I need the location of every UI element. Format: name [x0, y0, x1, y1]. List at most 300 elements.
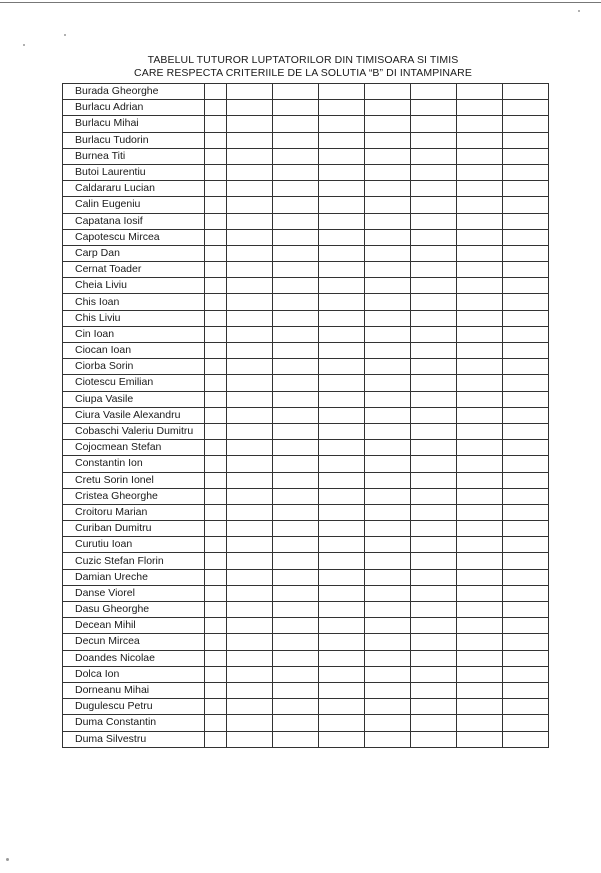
blank-cell	[503, 423, 549, 439]
blank-cell	[457, 116, 503, 132]
blank-cell	[503, 488, 549, 504]
blank-cell	[365, 537, 411, 553]
table-row	[63, 164, 549, 180]
blank-cell	[457, 229, 503, 245]
table-row	[63, 472, 549, 488]
table-row	[63, 245, 549, 261]
table-row	[63, 666, 549, 682]
fighter-name-cell: Burnea Titi	[63, 148, 205, 164]
table-row	[63, 132, 549, 148]
blank-cell	[411, 521, 457, 537]
table-row	[63, 262, 549, 278]
blank-cell	[411, 343, 457, 359]
blank-cell	[319, 294, 365, 310]
blank-cell	[227, 343, 273, 359]
scan-speck	[23, 44, 25, 46]
blank-cell	[227, 359, 273, 375]
blank-cell	[457, 132, 503, 148]
blank-cell	[503, 585, 549, 601]
blank-cell	[227, 229, 273, 245]
blank-cell	[205, 278, 227, 294]
fighter-name-cell: Decean Mihil	[63, 618, 205, 634]
blank-cell	[503, 537, 549, 553]
blank-cell	[273, 294, 319, 310]
blank-cell	[365, 84, 411, 100]
fighter-name-cell: Cernat Toader	[63, 262, 205, 278]
blank-cell	[227, 164, 273, 180]
blank-cell	[365, 229, 411, 245]
blank-cell	[365, 456, 411, 472]
blank-cell	[227, 602, 273, 618]
blank-cell	[227, 472, 273, 488]
blank-cell	[205, 84, 227, 100]
blank-cell	[503, 148, 549, 164]
blank-cell	[503, 472, 549, 488]
blank-cell	[411, 699, 457, 715]
document-title-line-1: TABELUL TUTUROR LUPTATORILOR DIN TIMISOARA SI TIMIS	[147, 54, 459, 66]
blank-cell	[227, 326, 273, 342]
blank-cell	[227, 553, 273, 569]
fighter-name-cell: Cojocmean Stefan	[63, 440, 205, 456]
blank-cell	[365, 213, 411, 229]
blank-cell	[365, 602, 411, 618]
fighter-name-cell: Cheia Liviu	[63, 278, 205, 294]
table-row	[63, 650, 549, 666]
blank-cell	[365, 553, 411, 569]
fighter-name-cell: Doandes Nicolae	[63, 650, 205, 666]
blank-cell	[319, 521, 365, 537]
blank-cell	[319, 585, 365, 601]
scan-speck	[578, 10, 580, 12]
fighter-name-cell: Cobaschi Valeriu Dumitru	[63, 423, 205, 439]
fighter-name-cell: Burada Gheorghe	[63, 84, 205, 100]
blank-cell	[273, 634, 319, 650]
blank-cell	[457, 488, 503, 504]
blank-cell	[319, 682, 365, 698]
blank-cell	[503, 294, 549, 310]
blank-cell	[411, 326, 457, 342]
blank-cell	[205, 537, 227, 553]
blank-cell	[205, 116, 227, 132]
blank-cell	[205, 440, 227, 456]
blank-cell	[503, 245, 549, 261]
blank-cell	[411, 666, 457, 682]
blank-cell	[273, 456, 319, 472]
blank-cell	[319, 699, 365, 715]
blank-cell	[365, 634, 411, 650]
table-row	[63, 181, 549, 197]
blank-cell	[205, 213, 227, 229]
blank-cell	[205, 132, 227, 148]
blank-cell	[205, 148, 227, 164]
blank-cell	[457, 682, 503, 698]
blank-cell	[319, 343, 365, 359]
blank-cell	[411, 456, 457, 472]
blank-cell	[411, 488, 457, 504]
blank-cell	[273, 148, 319, 164]
blank-cell	[319, 472, 365, 488]
blank-cell	[319, 537, 365, 553]
blank-cell	[227, 569, 273, 585]
blank-cell	[273, 84, 319, 100]
blank-cell	[411, 132, 457, 148]
blank-cell	[205, 181, 227, 197]
table-row	[63, 488, 549, 504]
blank-cell	[457, 731, 503, 747]
blank-cell	[457, 391, 503, 407]
fighter-name-cell: Carp Dan	[63, 245, 205, 261]
blank-cell	[319, 100, 365, 116]
table-row	[63, 423, 549, 439]
blank-cell	[457, 634, 503, 650]
blank-cell	[411, 472, 457, 488]
blank-cell	[411, 100, 457, 116]
blank-cell	[319, 148, 365, 164]
blank-cell	[227, 715, 273, 731]
table-row	[63, 634, 549, 650]
blank-cell	[227, 537, 273, 553]
blank-cell	[227, 100, 273, 116]
table-row	[63, 504, 549, 520]
blank-cell	[227, 262, 273, 278]
blank-cell	[411, 569, 457, 585]
blank-cell	[273, 310, 319, 326]
fighter-name-cell: Ciocan Ioan	[63, 343, 205, 359]
blank-cell	[205, 715, 227, 731]
fighter-name-cell: Curutiu Ioan	[63, 537, 205, 553]
fighter-name-cell: Danse Viorel	[63, 585, 205, 601]
blank-cell	[457, 456, 503, 472]
blank-cell	[457, 585, 503, 601]
table-row	[63, 359, 549, 375]
blank-cell	[227, 181, 273, 197]
blank-cell	[205, 521, 227, 537]
blank-cell	[365, 245, 411, 261]
blank-cell	[205, 359, 227, 375]
blank-cell	[365, 197, 411, 213]
blank-cell	[205, 504, 227, 520]
blank-cell	[227, 84, 273, 100]
blank-cell	[227, 682, 273, 698]
scan-edge-line	[0, 2, 601, 3]
fighter-name-cell: Cristea Gheorghe	[63, 488, 205, 504]
blank-cell	[319, 164, 365, 180]
blank-cell	[205, 456, 227, 472]
blank-cell	[227, 440, 273, 456]
blank-cell	[411, 310, 457, 326]
blank-cell	[457, 375, 503, 391]
table-row	[63, 116, 549, 132]
blank-cell	[503, 132, 549, 148]
fighter-name-cell: Butoi Laurentiu	[63, 164, 205, 180]
blank-cell	[457, 84, 503, 100]
blank-cell	[205, 375, 227, 391]
blank-cell	[457, 245, 503, 261]
blank-cell	[319, 375, 365, 391]
blank-cell	[319, 391, 365, 407]
blank-cell	[457, 715, 503, 731]
blank-cell	[205, 602, 227, 618]
blank-cell	[503, 602, 549, 618]
blank-cell	[227, 197, 273, 213]
blank-cell	[411, 618, 457, 634]
blank-cell	[319, 197, 365, 213]
blank-cell	[457, 602, 503, 618]
document-title-line-2: CARE RESPECTA CRITERIILE DE LA SOLUTIA “B” DI INTAMPINARE	[134, 67, 472, 79]
blank-cell	[365, 148, 411, 164]
blank-cell	[503, 181, 549, 197]
blank-cell	[319, 262, 365, 278]
blank-cell	[205, 164, 227, 180]
blank-cell	[319, 326, 365, 342]
blank-cell	[457, 472, 503, 488]
blank-cell	[205, 731, 227, 747]
blank-cell	[205, 229, 227, 245]
scan-speck	[64, 34, 66, 36]
blank-cell	[273, 585, 319, 601]
blank-cell	[273, 278, 319, 294]
blank-cell	[273, 245, 319, 261]
blank-cell	[227, 650, 273, 666]
blank-cell	[205, 472, 227, 488]
blank-cell	[319, 423, 365, 439]
table-row	[63, 84, 549, 100]
blank-cell	[365, 715, 411, 731]
table-row	[63, 715, 549, 731]
blank-cell	[503, 553, 549, 569]
blank-cell	[227, 407, 273, 423]
blank-cell	[205, 100, 227, 116]
blank-cell	[319, 504, 365, 520]
blank-cell	[205, 634, 227, 650]
blank-cell	[365, 116, 411, 132]
blank-cell	[319, 407, 365, 423]
blank-cell	[227, 294, 273, 310]
blank-cell	[319, 731, 365, 747]
fighter-name-cell: Dugulescu Petru	[63, 699, 205, 715]
blank-cell	[365, 488, 411, 504]
fighter-name-cell: Ciorba Sorin	[63, 359, 205, 375]
blank-cell	[273, 602, 319, 618]
blank-cell	[205, 618, 227, 634]
blank-cell	[457, 504, 503, 520]
blank-cell	[503, 197, 549, 213]
blank-cell	[273, 666, 319, 682]
blank-cell	[205, 569, 227, 585]
blank-cell	[227, 618, 273, 634]
blank-cell	[319, 245, 365, 261]
blank-cell	[319, 116, 365, 132]
blank-cell	[457, 359, 503, 375]
blank-cell	[227, 375, 273, 391]
blank-cell	[503, 666, 549, 682]
blank-cell	[273, 472, 319, 488]
blank-cell	[205, 682, 227, 698]
table-row	[63, 521, 549, 537]
blank-cell	[319, 456, 365, 472]
blank-cell	[365, 278, 411, 294]
blank-cell	[503, 618, 549, 634]
fighter-name-cell: Curiban Dumitru	[63, 521, 205, 537]
blank-cell	[319, 310, 365, 326]
table-row	[63, 602, 549, 618]
blank-cell	[227, 456, 273, 472]
blank-cell	[205, 585, 227, 601]
blank-cell	[365, 262, 411, 278]
blank-cell	[365, 132, 411, 148]
blank-cell	[365, 650, 411, 666]
table-row	[63, 375, 549, 391]
blank-cell	[503, 100, 549, 116]
blank-cell	[227, 634, 273, 650]
blank-cell	[205, 407, 227, 423]
fighter-name-cell: Ciotescu Emilian	[63, 375, 205, 391]
blank-cell	[319, 229, 365, 245]
blank-cell	[273, 181, 319, 197]
blank-cell	[457, 553, 503, 569]
blank-cell	[205, 245, 227, 261]
blank-cell	[273, 326, 319, 342]
table-row	[63, 699, 549, 715]
blank-cell	[503, 650, 549, 666]
blank-cell	[503, 504, 549, 520]
fighter-name-cell: Calin Eugeniu	[63, 197, 205, 213]
blank-cell	[273, 100, 319, 116]
blank-cell	[365, 407, 411, 423]
blank-cell	[205, 650, 227, 666]
table-row	[63, 326, 549, 342]
blank-cell	[205, 391, 227, 407]
blank-cell	[457, 197, 503, 213]
fighter-name-cell: Dolca Ion	[63, 666, 205, 682]
blank-cell	[457, 407, 503, 423]
fighter-name-cell: Croitoru Marian	[63, 504, 205, 520]
blank-cell	[319, 359, 365, 375]
blank-cell	[365, 326, 411, 342]
blank-cell	[227, 521, 273, 537]
blank-cell	[411, 148, 457, 164]
table-row	[63, 148, 549, 164]
blank-cell	[503, 116, 549, 132]
table-row	[63, 343, 549, 359]
table-row	[63, 197, 549, 213]
blank-cell	[457, 521, 503, 537]
blank-cell	[411, 391, 457, 407]
blank-cell	[411, 634, 457, 650]
table-row	[63, 407, 549, 423]
blank-cell	[227, 213, 273, 229]
blank-cell	[273, 569, 319, 585]
table-row	[63, 456, 549, 472]
blank-cell	[273, 132, 319, 148]
table-row	[63, 553, 549, 569]
blank-cell	[365, 699, 411, 715]
blank-cell	[411, 181, 457, 197]
blank-cell	[319, 181, 365, 197]
blank-cell	[227, 699, 273, 715]
blank-cell	[365, 618, 411, 634]
blank-cell	[273, 197, 319, 213]
blank-cell	[227, 245, 273, 261]
fighter-name-cell: Capotescu Mircea	[63, 229, 205, 245]
blank-cell	[503, 407, 549, 423]
blank-cell	[457, 537, 503, 553]
blank-cell	[503, 682, 549, 698]
blank-cell	[503, 521, 549, 537]
blank-cell	[365, 310, 411, 326]
blank-cell	[365, 375, 411, 391]
table-row	[63, 213, 549, 229]
blank-cell	[411, 294, 457, 310]
blank-cell	[365, 391, 411, 407]
blank-cell	[205, 488, 227, 504]
blank-cell	[365, 100, 411, 116]
blank-cell	[319, 440, 365, 456]
blank-cell	[457, 666, 503, 682]
blank-cell	[319, 634, 365, 650]
blank-cell	[205, 666, 227, 682]
blank-cell	[205, 197, 227, 213]
blank-cell	[503, 456, 549, 472]
fighter-name-cell: Duma Constantin	[63, 715, 205, 731]
blank-cell	[457, 278, 503, 294]
blank-cell	[273, 715, 319, 731]
blank-cell	[273, 650, 319, 666]
blank-cell	[503, 84, 549, 100]
blank-cell	[411, 553, 457, 569]
table-row	[63, 682, 549, 698]
blank-cell	[205, 294, 227, 310]
blank-cell	[319, 602, 365, 618]
fighter-name-cell: Ciura Vasile Alexandru	[63, 407, 205, 423]
blank-cell	[503, 262, 549, 278]
blank-cell	[205, 343, 227, 359]
blank-cell	[457, 181, 503, 197]
blank-cell	[205, 326, 227, 342]
table-row	[63, 569, 549, 585]
blank-cell	[503, 213, 549, 229]
blank-cell	[503, 359, 549, 375]
fighter-name-cell: Chis Liviu	[63, 310, 205, 326]
blank-cell	[227, 731, 273, 747]
blank-cell	[411, 278, 457, 294]
blank-cell	[365, 423, 411, 439]
blank-cell	[205, 699, 227, 715]
blank-cell	[411, 229, 457, 245]
blank-cell	[365, 440, 411, 456]
blank-cell	[411, 116, 457, 132]
blank-cell	[273, 682, 319, 698]
blank-cell	[503, 375, 549, 391]
table-row	[63, 391, 549, 407]
fighter-name-cell: Dorneanu Mihai	[63, 682, 205, 698]
blank-cell	[411, 650, 457, 666]
blank-cell	[365, 666, 411, 682]
fighter-name-cell: Damian Ureche	[63, 569, 205, 585]
blank-cell	[457, 294, 503, 310]
blank-cell	[411, 715, 457, 731]
blank-cell	[457, 618, 503, 634]
blank-cell	[227, 423, 273, 439]
fighter-name-cell: Duma Silvestru	[63, 731, 205, 747]
table-row	[63, 294, 549, 310]
blank-cell	[319, 213, 365, 229]
blank-cell	[273, 359, 319, 375]
fighter-name-cell: Cretu Sorin Ionel	[63, 472, 205, 488]
blank-cell	[503, 440, 549, 456]
blank-cell	[273, 375, 319, 391]
table-row	[63, 310, 549, 326]
